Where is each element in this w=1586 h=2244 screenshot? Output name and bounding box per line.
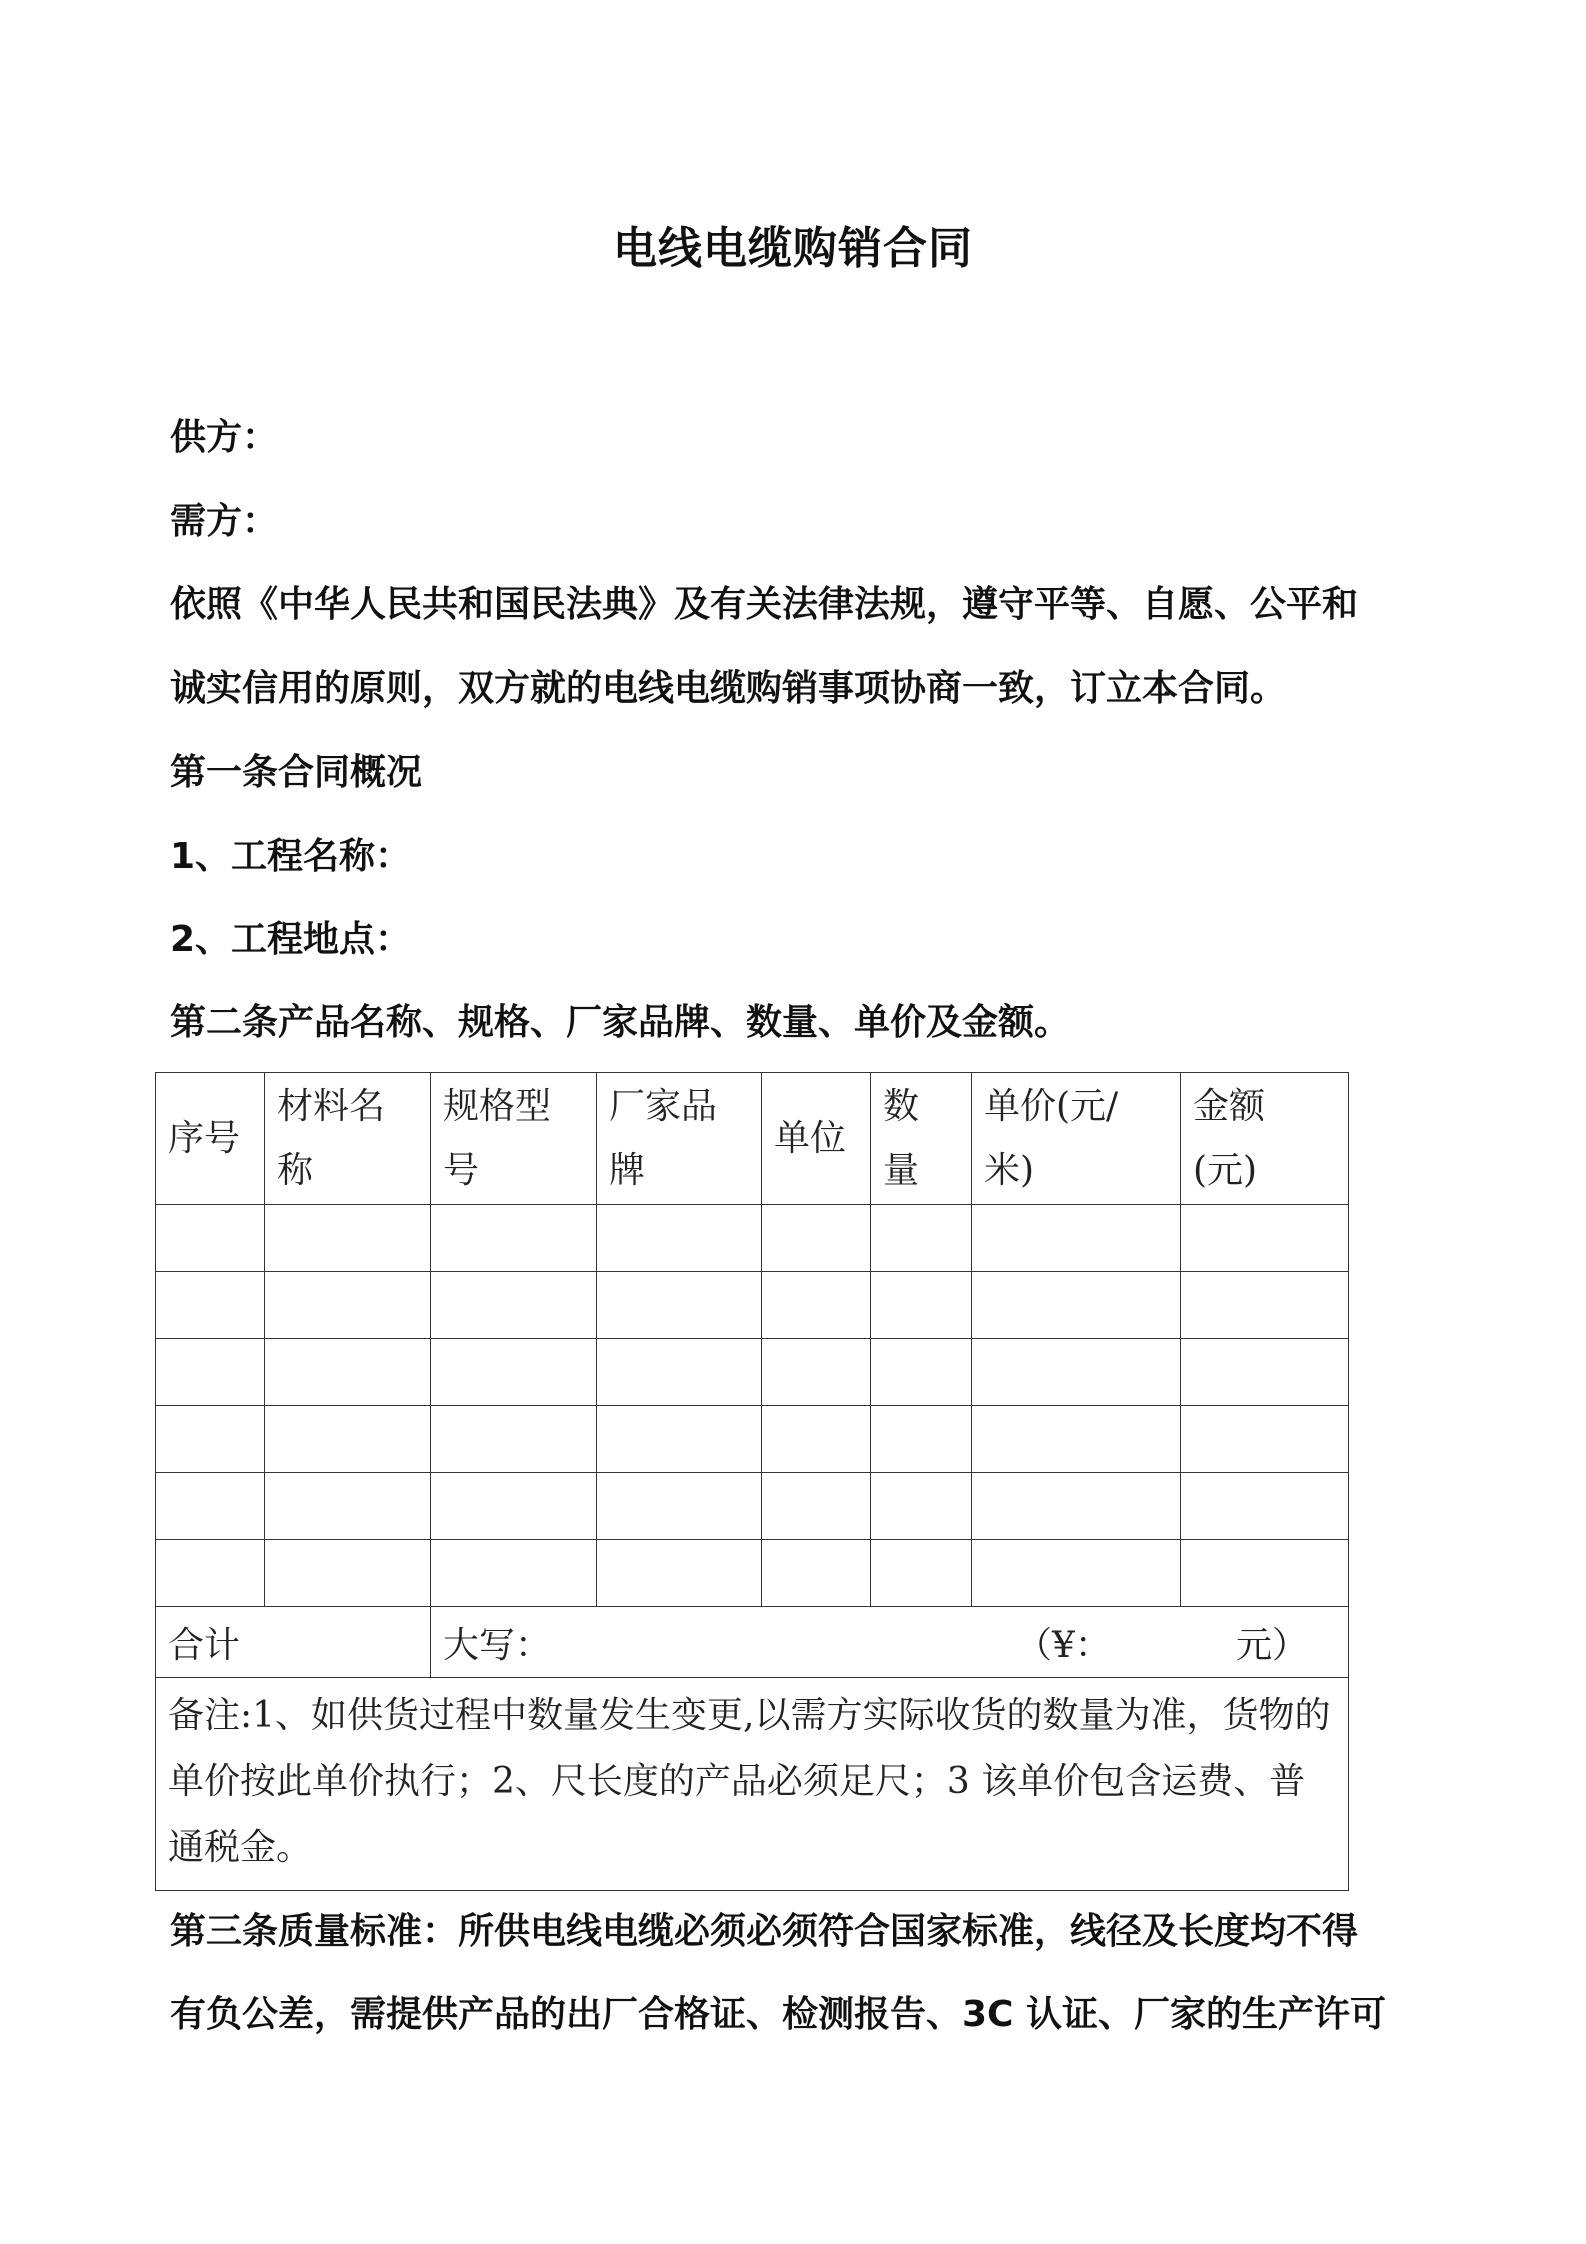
contract-title: 电线电缆购销合同	[613, 223, 973, 274]
product-table	[155, 1072, 1349, 1891]
header-cell-amount: 金额 (元)	[1181, 1073, 1349, 1205]
table-row	[156, 1339, 1349, 1406]
table-row	[156, 1205, 1349, 1272]
header-cell-quantity: 数 量	[871, 1073, 972, 1205]
project-name-label: 1、工程名称：	[170, 836, 412, 877]
table-note: 备注:1、如供货过程中数量发生变更,以需方实际收货的数量为准，货物的单价按此单价执行；2、尺长度的产品必须足尺；3 该单价包含运费、普通税金。	[156, 1678, 1349, 1891]
table-row	[156, 1272, 1349, 1339]
header-cell-index: 序号	[156, 1073, 265, 1205]
project-location-label: 2、工程地点：	[170, 919, 412, 960]
article-3-line-2: 有负公差，需提供产品的出厂合格证、检测报告、3C 认证、厂家的生产许可	[170, 1994, 1387, 2035]
supplier-label: 供方：	[170, 417, 279, 458]
header-cell-unit-price: 单价(元/ 米)	[972, 1073, 1181, 1205]
article-1-heading: 第一条合同概况	[170, 752, 423, 793]
yuan-unit-label: 元）	[1235, 1625, 1308, 1666]
header-cell-spec: 规格型 号	[431, 1073, 597, 1205]
table-row	[156, 1540, 1349, 1607]
buyer-label: 需方：	[170, 501, 279, 542]
article-2-heading: 第二条产品名称、规格、厂家品牌、数量、单价及金额。	[170, 1002, 1071, 1043]
table-note-row	[156, 1678, 1349, 1891]
table-header-row	[156, 1073, 1349, 1205]
total-label: 合计	[156, 1607, 431, 1678]
header-cell-material: 材料名 称	[265, 1073, 431, 1205]
amount-in-words-label: 大写：	[443, 1625, 552, 1666]
intro-line-2: 诚实信用的原则，双方就的电线电缆购销事项协商一致，订立本合同。	[170, 668, 1287, 709]
table-total-row	[156, 1607, 1349, 1678]
table-row	[156, 1406, 1349, 1473]
amount-in-figures-label: （¥：	[1016, 1625, 1111, 1666]
header-cell-unit: 单位	[762, 1073, 871, 1205]
intro-line-1: 依照《中华人民共和国民法典》及有关法律法规，遵守平等、自愿、公平和	[170, 584, 1359, 625]
total-amount-cell	[431, 1607, 1349, 1678]
article-3-line-1: 第三条质量标准：所供电线电缆必须必须符合国家标准，线径及长度均不得	[170, 1911, 1359, 1952]
header-cell-brand: 厂家品 牌	[597, 1073, 762, 1205]
table-row	[156, 1473, 1349, 1540]
